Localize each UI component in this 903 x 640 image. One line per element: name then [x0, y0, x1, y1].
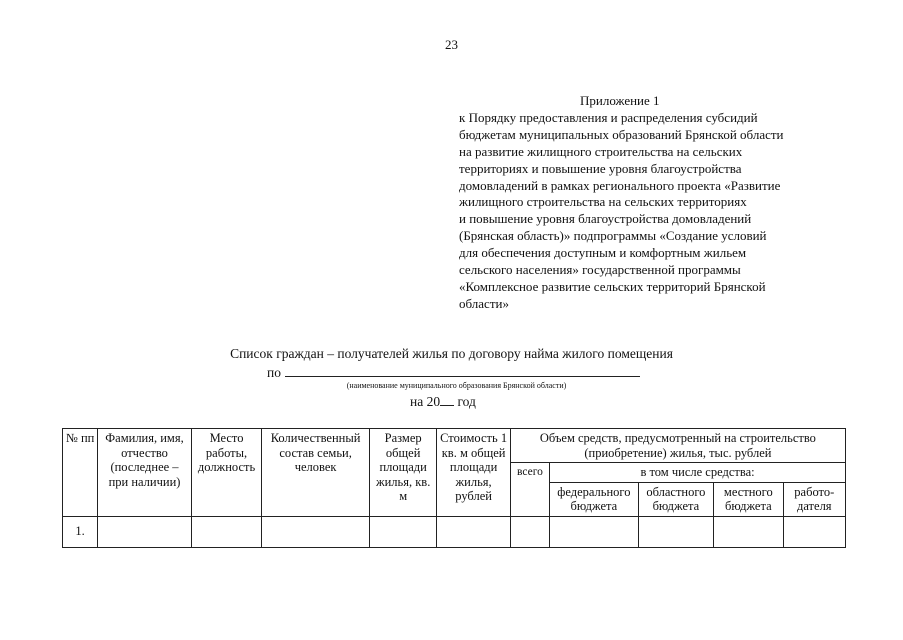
- cell-total: [510, 516, 549, 547]
- citizens-table: [62, 428, 846, 548]
- appendix-line: «Комплексное развитие сельских территорий Брянской: [459, 278, 766, 294]
- appendix-line: на развитие жилищного строительства на сельских: [459, 143, 743, 159]
- header-funds: Объем средств, предусмотренный на строительство (приобретение) жилья, тыс. рублей: [510, 429, 845, 463]
- row-num: 1.: [63, 516, 98, 547]
- header-work: Место работы, должность: [191, 429, 261, 517]
- list-title: Список граждан – получателей жилья по договору найма жилого помещения: [230, 346, 673, 361]
- header-num: № пп: [63, 429, 98, 517]
- header-employer: работо-дателя: [783, 482, 845, 516]
- cell-cost: [437, 516, 510, 547]
- year-suffix: год: [457, 394, 476, 409]
- appendix-line: для обеспечения доступным и комфортным жильем: [459, 245, 747, 261]
- cell-regional: [638, 516, 713, 547]
- appendix-line: сельского населения» государственной программы: [459, 262, 741, 278]
- year-blank: [440, 394, 454, 406]
- appendix-block: [459, 93, 854, 313]
- year-prefix: на 20: [410, 394, 441, 409]
- page-number: 23: [445, 37, 458, 52]
- appendix-line: территориях и повышение уровня благоустройства: [459, 160, 742, 176]
- table-row: [63, 516, 846, 547]
- appendix-line: к Порядку предоставления и распределения субсидий: [459, 109, 758, 125]
- municipality-line: [267, 364, 640, 381]
- appendix-line: бюджетам муниципальных образований Брянской области: [459, 126, 784, 142]
- header-family: Количественный состав семьи, человек: [262, 429, 370, 517]
- municipality-blank: [285, 364, 640, 377]
- cell-area: [369, 516, 436, 547]
- year-line: [410, 394, 476, 410]
- cell-name: [98, 516, 192, 547]
- cell-work: [191, 516, 261, 547]
- header-federal: федерального бюджета: [550, 482, 639, 516]
- appendix-title: Приложение 1: [580, 93, 660, 108]
- appendix-line: (Брянская область)» подпрограммы «Создание условий: [459, 228, 767, 244]
- header-local: местного бюджета: [714, 482, 783, 516]
- municipality-caption: (наименование муниципального образования Брянской области): [346, 381, 567, 390]
- header-including: в том числе средства:: [550, 463, 846, 483]
- cell-federal: [550, 516, 639, 547]
- cell-family: [262, 516, 370, 547]
- header-regional: областного бюджета: [638, 482, 713, 516]
- appendix-line: и повышение уровня благоустройства домовладений: [459, 211, 752, 227]
- appendix-line: домовладений в рамках регионального проекта «Развитие: [459, 177, 781, 193]
- cell-local: [714, 516, 783, 547]
- cell-employer: [783, 516, 845, 547]
- po-label: по: [267, 365, 281, 380]
- header-area: Размер общей площади жилья, кв. м: [369, 429, 436, 517]
- header-cost: Стоимость 1 кв. м общей площади жилья, рублей: [437, 429, 510, 517]
- header-name: Фамилия, имя, отчество (последнее – при наличии): [98, 429, 192, 517]
- appendix-line: жилищного строительства на сельских территориях: [459, 194, 747, 210]
- header-total: всего: [510, 463, 549, 517]
- appendix-line: области»: [459, 295, 509, 311]
